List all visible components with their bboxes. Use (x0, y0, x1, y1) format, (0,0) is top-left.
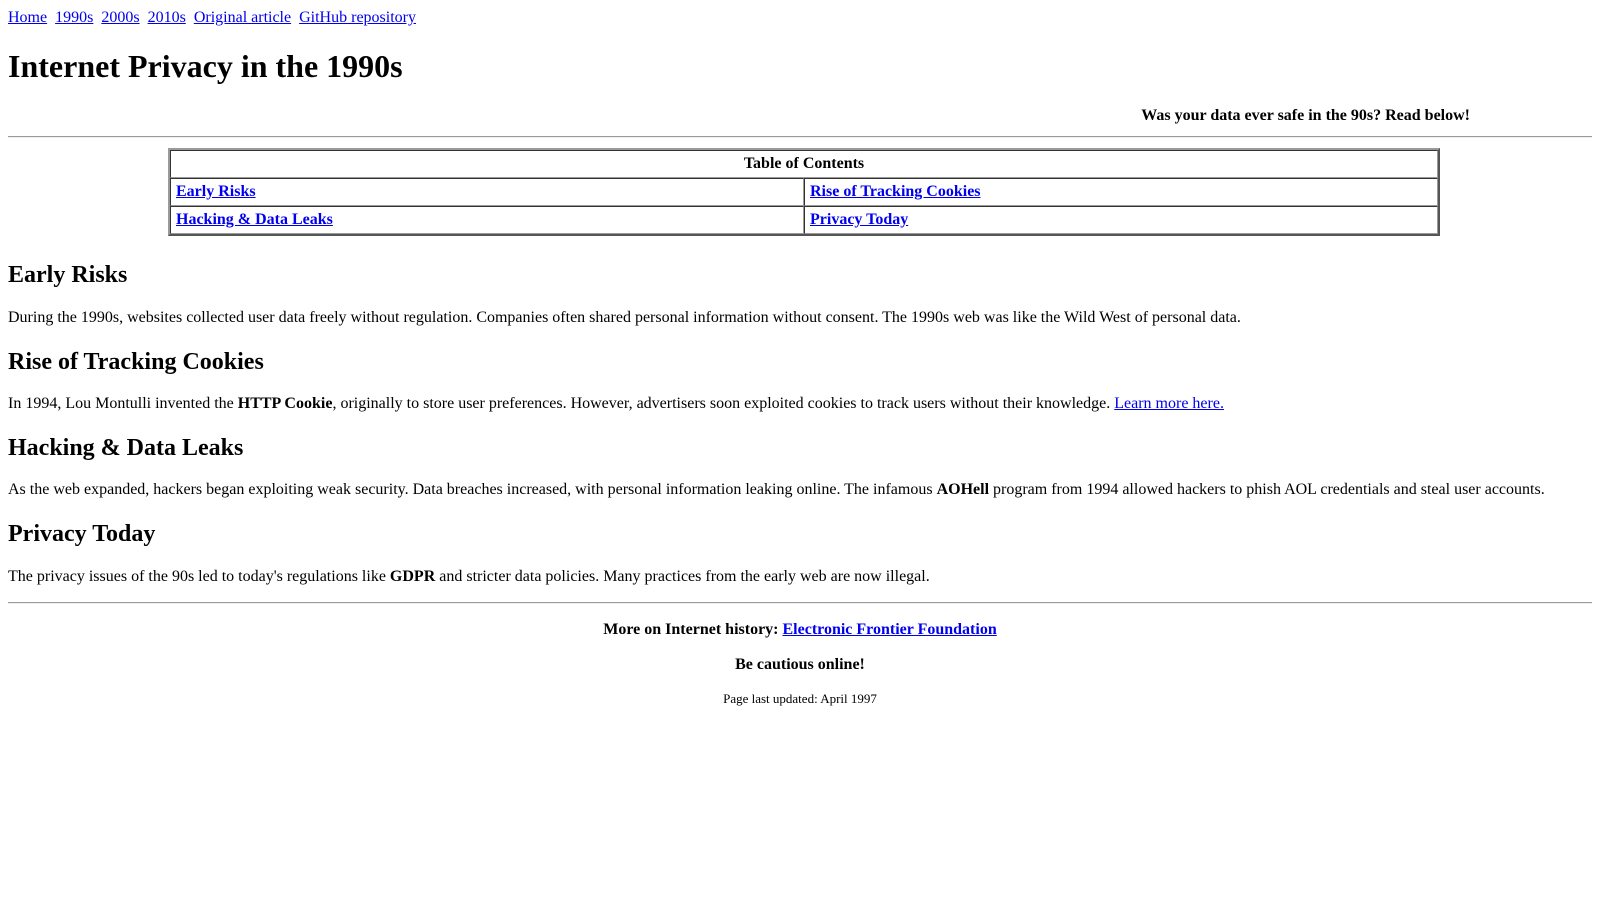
section-heading-hacking-data-leaks: Hacking & Data Leaks (8, 435, 244, 461)
bottom-divider (8, 602, 1592, 604)
aohell-emphasis: AOHell (936, 481, 990, 498)
gdpr-emphasis: GDPR (389, 568, 436, 585)
toc-cell (170, 178, 804, 206)
footer-last-updated: Page last updated: April 1997 (723, 691, 877, 706)
toc-row (170, 178, 1438, 206)
page-title: Internet Privacy in the 1990s (8, 48, 403, 84)
toc-cell (804, 178, 1438, 206)
hacking-text-before: As the web expanded, hackers began exploiting weak security. Data breaches increased, with personal information leaking online. The infamous (8, 481, 937, 498)
toc-link-tracking-cookies[interactable]: Rise of Tracking Cookies (810, 183, 981, 200)
section-text-hacking-data-leaks (8, 480, 1545, 500)
hacking-text-after: program from 1994 allowed hackers to phish AOL credentials and steal user accounts. (989, 481, 1545, 498)
toc-header-row (170, 150, 1438, 178)
toc-cell (170, 206, 804, 234)
http-cookie-emphasis: HTTP Cookie (237, 395, 333, 412)
section-text-tracking-cookies (8, 394, 1224, 414)
top-nav (8, 8, 1592, 27)
learn-more-link[interactable]: Learn more here. (1114, 395, 1224, 412)
today-text-before: The privacy issues of the 90s led to today's regulations like (8, 568, 390, 585)
toc-row (170, 206, 1438, 234)
cookies-text-after: , originally to store user preferences. However, advertisers soon exploited cookies to track users without their knowledge. (332, 395, 1115, 412)
cookies-text-before: In 1994, Lou Montulli invented the (8, 395, 238, 412)
section-text-privacy-today (8, 567, 930, 587)
nav-link-2000s[interactable]: 2000s (101, 9, 140, 26)
section-text-early-risks: During the 1990s, websites collected user data freely without regulation. Companies often shared personal information without consent. The 1990s web was like the Wild West of personal data. (8, 309, 1241, 326)
section-heading-privacy-today: Privacy Today (8, 521, 156, 547)
toc-link-hacking-data-leaks[interactable]: Hacking & Data Leaks (176, 211, 333, 228)
nav-link-home[interactable]: Home (8, 9, 48, 26)
toc-link-privacy-today[interactable]: Privacy Today (810, 211, 909, 228)
table-of-contents (168, 148, 1440, 236)
eff-link[interactable]: Electronic Frontier Foundation (782, 621, 997, 638)
toc-link-early-risks[interactable]: Early Risks (176, 183, 256, 200)
section-heading-early-risks: Early Risks (8, 262, 128, 288)
toc-title: Table of Contents (170, 150, 1438, 178)
nav-link-2010s[interactable]: 2010s (147, 9, 186, 26)
top-divider (8, 136, 1592, 138)
nav-link-github-repository[interactable]: GitHub repository (299, 9, 416, 26)
toc-cell (804, 206, 1438, 234)
today-text-after: and stricter data policies. Many practices from the early web are now illegal. (435, 568, 930, 585)
footer-more-history (0, 620, 1600, 640)
section-heading-tracking-cookies: Rise of Tracking Cookies (8, 349, 264, 375)
nav-link-original-article[interactable]: Original article (193, 9, 292, 26)
footer-more-label: More on Internet history: (603, 621, 783, 638)
page-tagline: Was your data ever safe in the 90s? Read below! (1141, 107, 1470, 124)
nav-link-1990s[interactable]: 1990s (55, 9, 94, 26)
footer-cautious: Be cautious online! (735, 656, 865, 673)
